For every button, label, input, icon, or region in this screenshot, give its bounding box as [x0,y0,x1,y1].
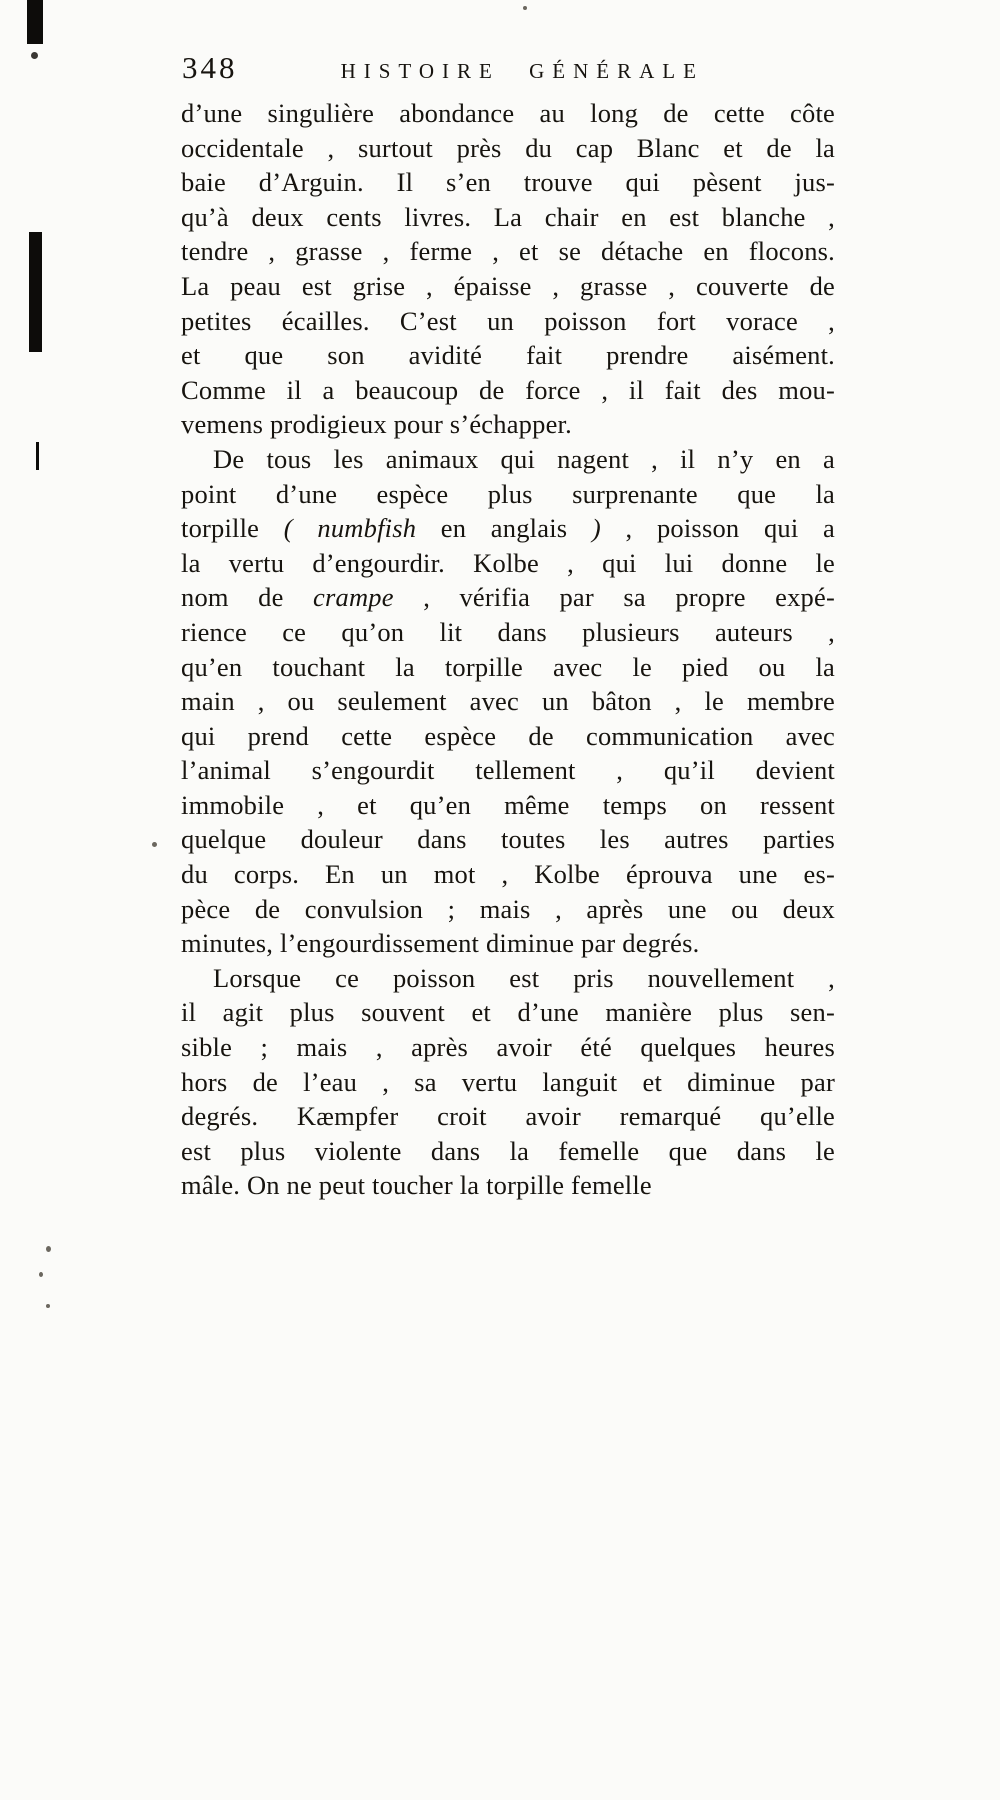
text-line: la vertu d’engourdir. Kolbe , qui lui donne le [181,547,835,578]
text-line: est plus violente dans la femelle que dans le [181,1135,835,1166]
text-line: l’animal s’engourdit tellement , qu’il devient [181,755,835,786]
text-line: d’une singulière abondance au long de cette côte [181,98,835,128]
text-line: immobile , et qu’en même temps on ressent [181,789,835,820]
text-line: occidentale , surtout près du cap Blanc et de la [181,132,835,163]
text-line: qu’en touchant la torpille avec le pied ou la [181,651,835,682]
text-line: nom de crampe , vérifia par sa propre expé- [181,582,835,613]
text-line: baie d’Arguin. Il s’en trouve qui pèsent jus- [181,167,835,198]
paragraph [181,961,835,1203]
scan-artifact [46,1246,51,1252]
text-line: torpille ( numbfish en anglais ) , poisson qui a [181,513,836,544]
text-line: il agit plus souvent et d’une manière plus sen- [181,997,835,1028]
text-line: mâle. On ne peut toucher la torpille femelle [181,1170,652,1201]
text-line: sible ; mais , après avoir été quelques heures [181,1032,835,1063]
text-line: hors de l’eau , sa vertu languit et diminue par [181,1066,835,1097]
text-line: qui prend cette espèce de communication avec [181,720,835,751]
text-line: La peau est grise , épaisse , grasse , couverte de [181,270,835,301]
scan-artifact [31,52,38,59]
text-line: tendre , grasse , ferme , et se détache en flocons. [181,236,835,267]
text-line: du corps. En un mot , Kolbe éprouva une es- [181,859,835,890]
paragraph [181,96,835,442]
paragraph [181,442,835,961]
scan-artifact [523,6,527,10]
scan-artifact [36,442,39,470]
italic-term: crampe [313,582,394,613]
text-line: De tous les animaux qui nagent , il n’y en a [213,443,835,474]
text-line: qu’à deux cents livres. La chair en est blanche , [181,201,835,232]
scan-artifact [29,232,42,352]
running-title: HISTOIRE GÉNÉRALE [340,59,704,83]
text-line: vemens prodigieux pour s’échapper. [181,409,572,440]
text-line: et que son avidité fait prendre aisément. [181,340,835,371]
text-line: main , ou seulement avec un bâton , le membre [181,686,835,717]
text-line: point d’une espèce plus surprenante que la [181,478,835,509]
page-header [182,50,837,86]
text-block [181,96,835,1203]
text-line: Lorsque ce poisson est pris nouvellement , [213,962,835,993]
text-line: minutes, l’engourdissement diminue par degrés. [181,928,700,959]
scan-artifact [27,0,43,44]
scan-artifact [152,842,157,847]
scan-artifact [46,1304,50,1308]
text-line: quelque douleur dans toutes les autres parties [181,824,835,855]
text-line: Comme il a beaucoup de force , il fait des mou- [181,374,835,405]
italic-term: ) [591,513,601,544]
italic-term: ( numbfish [283,513,417,544]
text-line: pèce de convulsion ; mais , après une ou deux [181,893,835,924]
text-line: petites écailles. C’est un poisson fort vorace , [181,305,835,336]
text-line: degrés. Kæmpfer croit avoir remarqué qu’elle [181,1101,835,1132]
scan-artifact [39,1272,43,1277]
page-number: 348 [182,50,238,85]
text-line: rience ce qu’on lit dans plusieurs auteurs , [181,616,835,647]
